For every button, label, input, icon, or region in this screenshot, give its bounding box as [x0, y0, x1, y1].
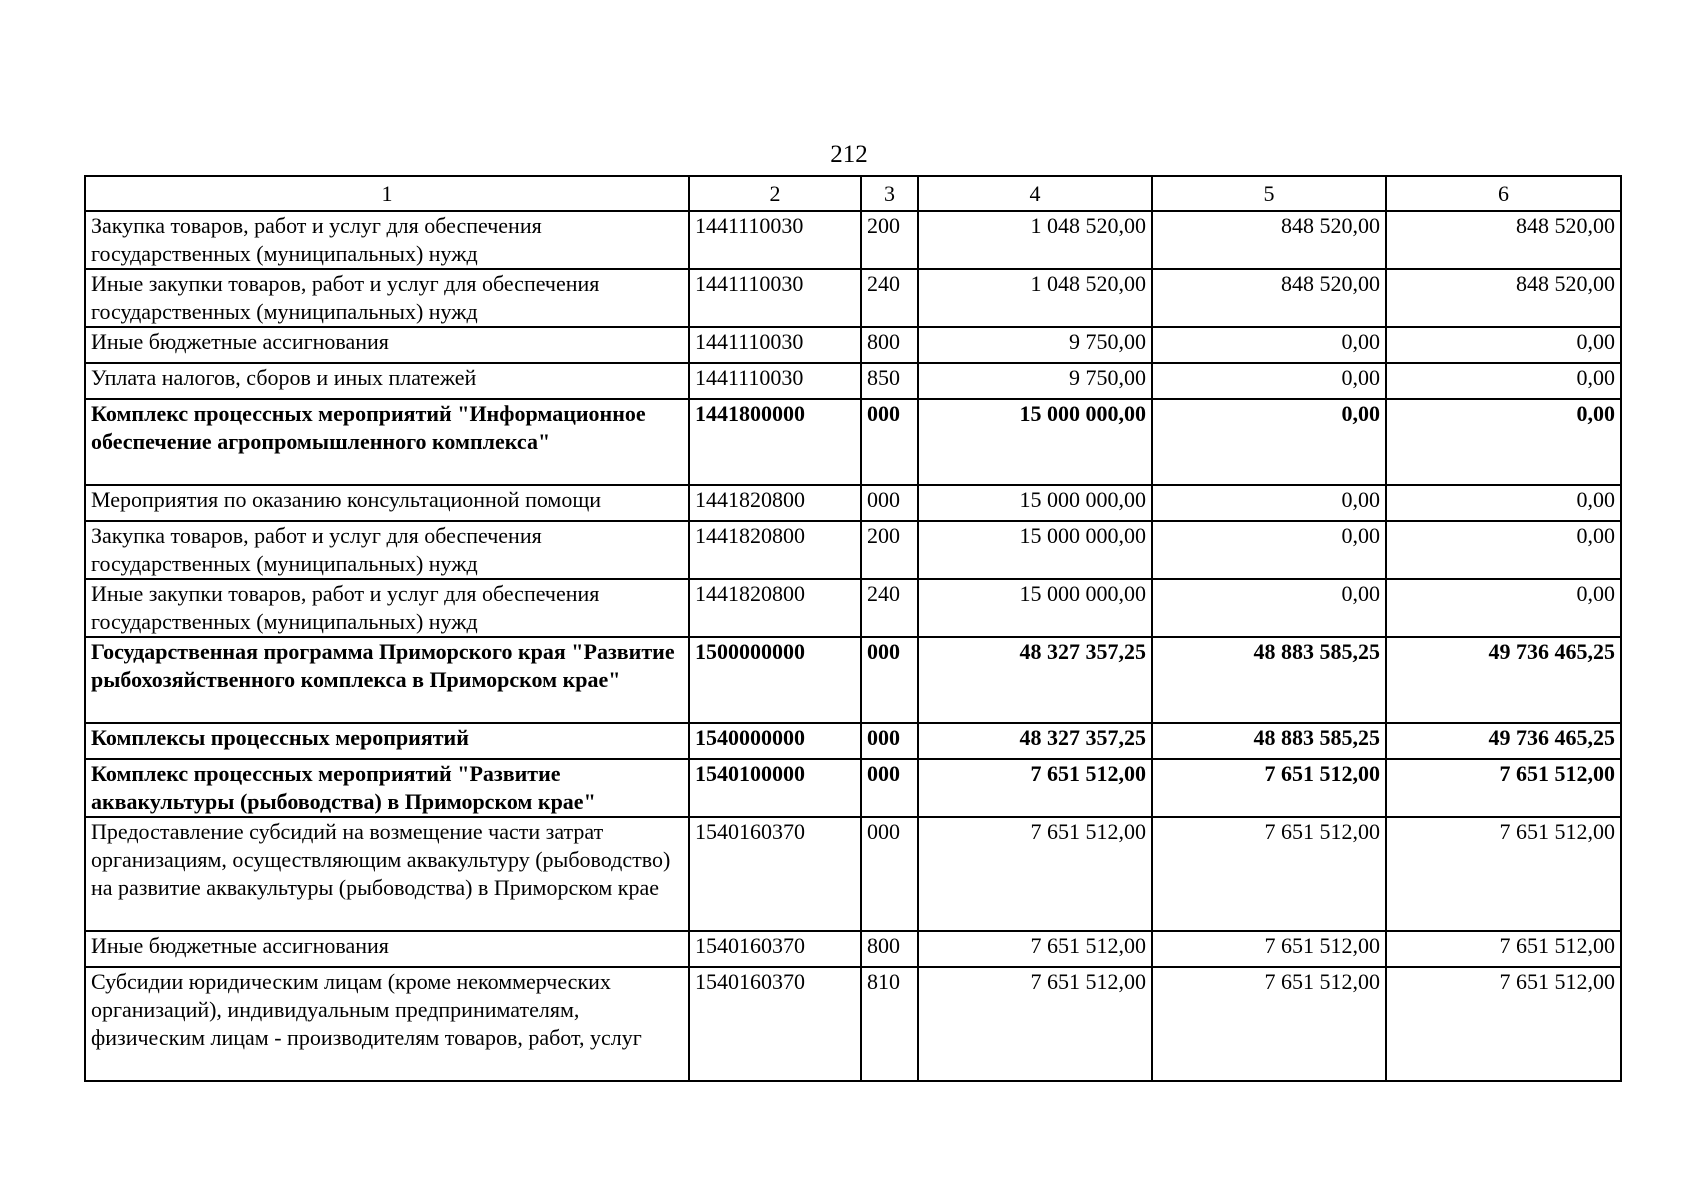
row-value-col4-cell: 9 750,00: [918, 363, 1152, 399]
row-value-col4-cell: 7 651 512,00: [918, 817, 1152, 931]
row-code-cell: 1441820800: [689, 485, 861, 521]
table-body: [85, 211, 1621, 1081]
row-value-col4-cell: 15 000 000,00: [918, 521, 1152, 579]
row-kind-cell: 000: [861, 723, 918, 759]
row-value-col5-cell: 848 520,00: [1152, 211, 1386, 269]
row-value-col4-cell: 1 048 520,00: [918, 269, 1152, 327]
row-value-col6-cell: 0,00: [1386, 327, 1621, 363]
table-row: [85, 579, 1621, 637]
row-name-cell: Предоставление субсидий на возмещение части затрат организациям, осуществляющим аквакультуру (рыбоводство) на развитие аквакультуры (рыбоводства) в Приморском крае: [85, 817, 689, 931]
row-value-col4-cell: 1 048 520,00: [918, 211, 1152, 269]
row-value-col5-cell: 48 883 585,25: [1152, 637, 1386, 723]
table-row: [85, 521, 1621, 579]
row-value-col6-cell: 49 736 465,25: [1386, 723, 1621, 759]
row-code-cell: 1540160370: [689, 967, 861, 1081]
row-code-cell: 1540000000: [689, 723, 861, 759]
row-code-cell: 1540100000: [689, 759, 861, 817]
row-name-cell: Комплексы процессных мероприятий: [85, 723, 689, 759]
row-kind-cell: 800: [861, 327, 918, 363]
column-header: 1: [85, 176, 689, 211]
row-value-col6-cell: 0,00: [1386, 521, 1621, 579]
row-name-cell: Иные закупки товаров, работ и услуг для обеспечения государственных (муниципальных) нужд: [85, 269, 689, 327]
table-row: [85, 211, 1621, 269]
row-name-cell: Иные бюджетные ассигнования: [85, 327, 689, 363]
row-code-cell: 1441110030: [689, 327, 861, 363]
row-name-cell: Мероприятия по оказанию консультационной помощи: [85, 485, 689, 521]
row-name-cell: Комплекс процессных мероприятий "Информационное обеспечение агропромышленного комплекса": [85, 399, 689, 485]
row-value-col6-cell: 848 520,00: [1386, 269, 1621, 327]
row-value-col4-cell: 15 000 000,00: [918, 399, 1152, 485]
row-value-col5-cell: 7 651 512,00: [1152, 817, 1386, 931]
column-header: 4: [918, 176, 1152, 211]
row-value-col5-cell: 48 883 585,25: [1152, 723, 1386, 759]
row-value-col4-cell: 48 327 357,25: [918, 637, 1152, 723]
header-row: [85, 176, 1621, 211]
row-code-cell: 1500000000: [689, 637, 861, 723]
row-name-cell: Иные закупки товаров, работ и услуг для обеспечения государственных (муниципальных) нужд: [85, 579, 689, 637]
row-code-cell: 1441110030: [689, 363, 861, 399]
row-value-col6-cell: 7 651 512,00: [1386, 817, 1621, 931]
column-header: 6: [1386, 176, 1621, 211]
row-name-cell: Иные бюджетные ассигнования: [85, 931, 689, 967]
table-row: [85, 269, 1621, 327]
row-kind-cell: 800: [861, 931, 918, 967]
row-value-col4-cell: 15 000 000,00: [918, 485, 1152, 521]
row-value-col6-cell: 7 651 512,00: [1386, 967, 1621, 1081]
table-row: [85, 723, 1621, 759]
column-header: 2: [689, 176, 861, 211]
table-row: [85, 759, 1621, 817]
row-name-cell: Закупка товаров, работ и услуг для обеспечения государственных (муниципальных) нужд: [85, 211, 689, 269]
table-row: [85, 931, 1621, 967]
row-kind-cell: 810: [861, 967, 918, 1081]
row-kind-cell: 000: [861, 399, 918, 485]
row-code-cell: 1441110030: [689, 269, 861, 327]
row-value-col4-cell: 9 750,00: [918, 327, 1152, 363]
row-name-cell: Комплекс процессных мероприятий "Развитие аквакультуры (рыбоводства) в Приморском крае": [85, 759, 689, 817]
row-kind-cell: 000: [861, 817, 918, 931]
row-value-col6-cell: 7 651 512,00: [1386, 759, 1621, 817]
row-name-cell: Субсидии юридическим лицам (кроме некоммерческих организаций), индивидуальным предпринимателям, физическим лицам - производителям товаров, работ, услуг: [85, 967, 689, 1081]
row-value-col6-cell: 0,00: [1386, 399, 1621, 485]
row-value-col5-cell: 7 651 512,00: [1152, 967, 1386, 1081]
row-value-col4-cell: 7 651 512,00: [918, 759, 1152, 817]
table-row: [85, 637, 1621, 723]
row-kind-cell: 200: [861, 521, 918, 579]
row-value-col5-cell: 7 651 512,00: [1152, 759, 1386, 817]
row-code-cell: 1540160370: [689, 817, 861, 931]
table-row: [85, 327, 1621, 363]
page-number: 212: [830, 141, 868, 168]
row-name-cell: Закупка товаров, работ и услуг для обеспечения государственных (муниципальных) нужд: [85, 521, 689, 579]
row-name-cell: Уплата налогов, сборов и иных платежей: [85, 363, 689, 399]
row-value-col5-cell: 0,00: [1152, 521, 1386, 579]
row-value-col4-cell: 15 000 000,00: [918, 579, 1152, 637]
row-value-col5-cell: 0,00: [1152, 327, 1386, 363]
row-value-col6-cell: 848 520,00: [1386, 211, 1621, 269]
row-code-cell: 1441820800: [689, 579, 861, 637]
row-kind-cell: 000: [861, 759, 918, 817]
row-code-cell: 1540160370: [689, 931, 861, 967]
row-value-col4-cell: 7 651 512,00: [918, 931, 1152, 967]
row-kind-cell: 240: [861, 579, 918, 637]
table-row: [85, 363, 1621, 399]
budget-table: [84, 175, 1622, 1082]
row-kind-cell: 850: [861, 363, 918, 399]
row-value-col5-cell: 7 651 512,00: [1152, 931, 1386, 967]
row-kind-cell: 000: [861, 485, 918, 521]
row-value-col6-cell: 7 651 512,00: [1386, 931, 1621, 967]
row-kind-cell: 000: [861, 637, 918, 723]
row-name-cell: Государственная программа Приморского края "Развитие рыбохозяйственного комплекса в Приморском крае": [85, 637, 689, 723]
row-value-col6-cell: 0,00: [1386, 363, 1621, 399]
row-value-col4-cell: 48 327 357,25: [918, 723, 1152, 759]
row-kind-cell: 200: [861, 211, 918, 269]
row-value-col5-cell: 0,00: [1152, 485, 1386, 521]
row-value-col6-cell: 0,00: [1386, 579, 1621, 637]
table-row: [85, 817, 1621, 931]
column-header: 5: [1152, 176, 1386, 211]
row-kind-cell: 240: [861, 269, 918, 327]
row-value-col6-cell: 49 736 465,25: [1386, 637, 1621, 723]
table-row: [85, 967, 1621, 1081]
row-value-col5-cell: 0,00: [1152, 363, 1386, 399]
table-row: [85, 399, 1621, 485]
column-header: 3: [861, 176, 918, 211]
row-code-cell: 1441110030: [689, 211, 861, 269]
table-row: [85, 485, 1621, 521]
row-value-col4-cell: 7 651 512,00: [918, 967, 1152, 1081]
row-value-col6-cell: 0,00: [1386, 485, 1621, 521]
row-code-cell: 1441820800: [689, 521, 861, 579]
row-value-col5-cell: 0,00: [1152, 579, 1386, 637]
row-value-col5-cell: 848 520,00: [1152, 269, 1386, 327]
row-value-col5-cell: 0,00: [1152, 399, 1386, 485]
row-code-cell: 1441800000: [689, 399, 861, 485]
